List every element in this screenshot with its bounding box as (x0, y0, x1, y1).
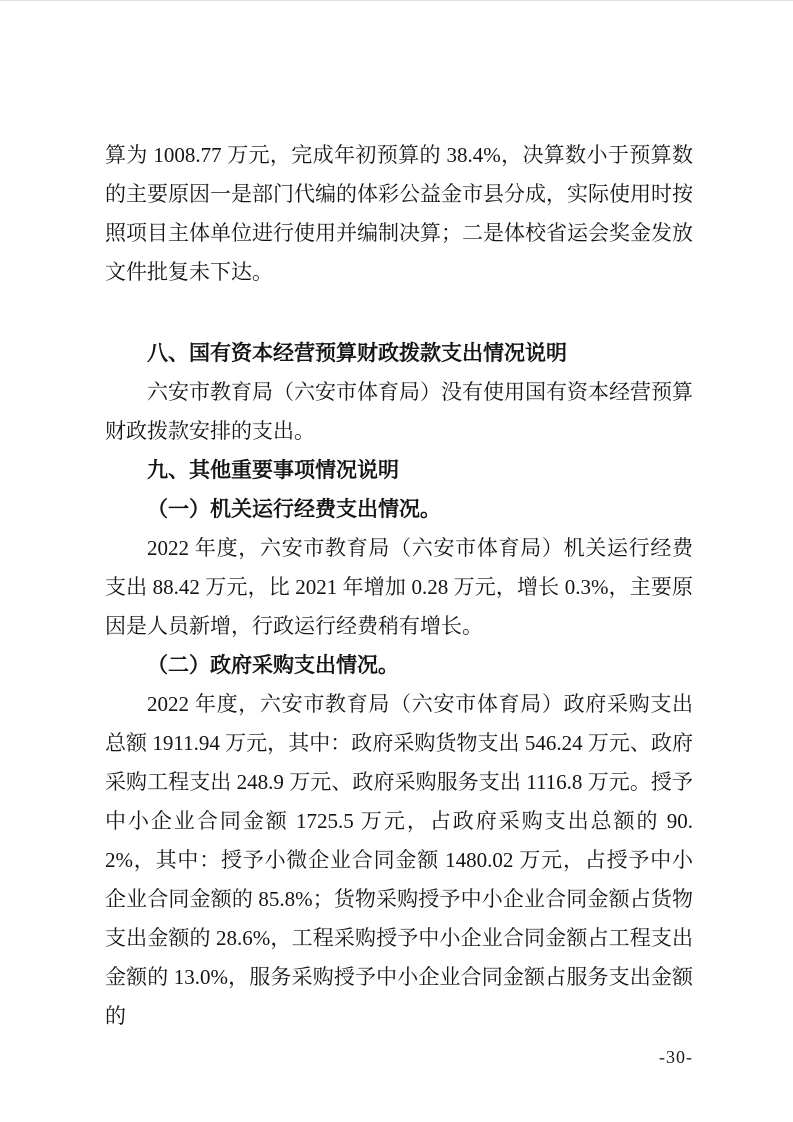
paragraph-agency-operating-expense: 2022 年度，六安市教育局（六安市体育局）机关运行经费支出 88.42 万元，比 2021 年增加 0.28 万元，增长 0.3%，主要原因是人员新增，行政运行经费稍有增长。 (105, 536, 693, 638)
subsection-heading-1-agency-operating-expense: （一）机关运行经费支出情况。 (147, 498, 441, 521)
paragraph-government-procurement: 2022 年度，六安市教育局（六安市体育局）政府采购支出总额 1911.94 万元，其中：政府采购货物支出 546.24 万元、政府采购工程支出 248.9 万元、政府采购服务支出 1116.8 万元。授予中小企业合同金额 1725.5 万元，占政府采购支出总额的 90.2%，其中：授予小微企业合同金额 1480.02 万元，占授予中小企业合同金额的 85.8%；货物采购授予中小企业合同金额占货物支出金额的 28.6%，工程采购授予中小企业合同金额占工程支出金额的 13.0%，服务采购授予中小企业合同金额占服务支出金额的 (105, 692, 693, 1028)
page-number: -30- (659, 1047, 693, 1067)
paragraph-state-capital-no-expenditure: 六安市教育局（六安市体育局）没有使用国有资本经营预算财政拨款安排的支出。 (105, 380, 693, 443)
section-heading-ix-other-important-matters: 九、其他重要事项情况说明 (147, 459, 399, 482)
subsection-heading-2-government-procurement: （二）政府采购支出情况。 (147, 654, 399, 677)
section-heading-viii-state-capital-budget: 八、国有资本经营预算财政拨款支出情况说明 (147, 342, 567, 365)
paragraph-budget-explanation-continuation: 算为 1008.77 万元，完成年初预算的 38.4%，决算数小于预算数的主要原因一是部门代编的体彩公益金市县分成，实际使用时按照项目主体单位进行使用并编制决算；二是体校省运会奖金发放文件批复未下达。 (105, 143, 693, 284)
